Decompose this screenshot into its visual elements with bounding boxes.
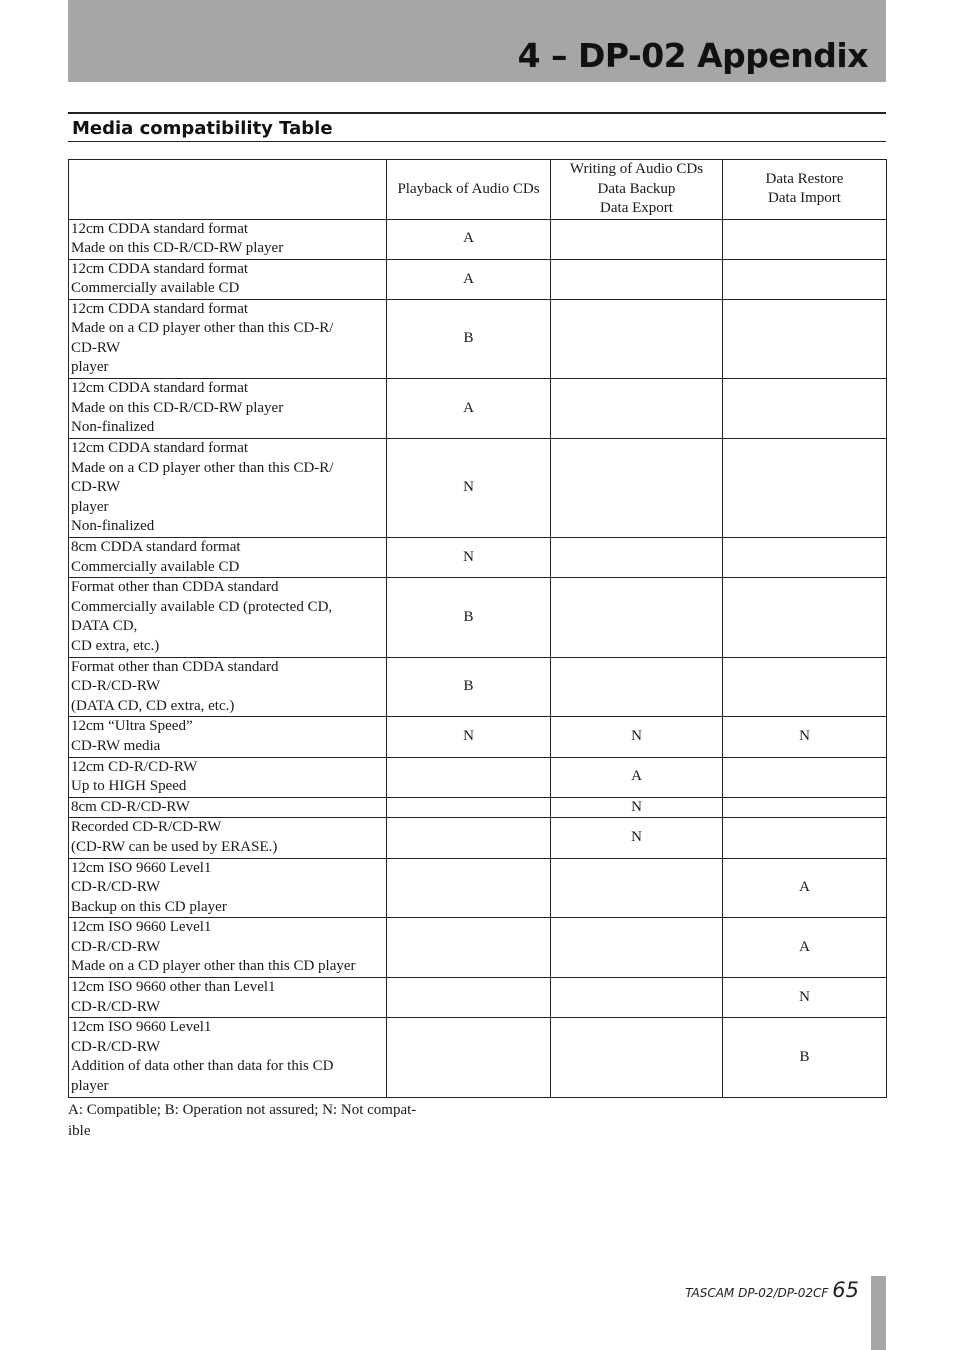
table-row [69, 757, 887, 797]
table-row [69, 918, 887, 978]
media-type-line: 12cm ISO 9660 Level1 [71, 859, 212, 876]
media-type-cell [69, 578, 387, 657]
compatibility-value-cell [551, 379, 723, 439]
legend-line: A: Compatible; B: Operation not assured; N: Not compat- [68, 1102, 417, 1118]
compatibility-value-cell [723, 797, 887, 818]
media-type-line: 12cm CD-R/CD-RW [71, 758, 198, 775]
media-type-line: CD-RW media [71, 737, 161, 754]
table-row [69, 978, 887, 1018]
table-row [69, 797, 887, 818]
compatibility-value-cell: A [387, 259, 551, 299]
column-header-line: Data Restore [765, 170, 844, 187]
media-type-cell [69, 299, 387, 378]
media-type-line: player [71, 359, 109, 376]
media-type-line: Made on this CD-R/CD-RW player [71, 240, 284, 256]
compatibility-value-cell: A [723, 858, 887, 918]
compatibility-value-cell [723, 818, 887, 858]
table-row [69, 657, 887, 717]
media-type-line: 12cm ISO 9660 other than Level1 [71, 979, 276, 996]
media-type-line: Format other than CDDA standard [71, 579, 279, 596]
column-header [387, 160, 551, 220]
compatibility-value-cell [723, 439, 887, 538]
table-row [69, 858, 887, 918]
media-type-cell [69, 1018, 387, 1097]
media-type-line: Non-finalized [71, 419, 155, 436]
compatibility-value-cell: A [723, 918, 887, 978]
compatibility-value-cell: B [387, 578, 551, 657]
compatibility-value-cell [551, 259, 723, 299]
media-type-line: 12cm “Ultra Speed” [71, 718, 193, 735]
table-row [69, 219, 887, 259]
compatibility-value-cell [551, 1018, 723, 1097]
compatibility-value-cell [551, 439, 723, 538]
column-header-line: Writing of Audio CDs [569, 161, 704, 177]
media-type-line: 12cm CDDA standard format [71, 380, 249, 397]
media-type-line: Commercially available CD (protected CD, [71, 598, 333, 615]
column-header-line: Data Import [768, 190, 841, 207]
table-row [69, 1018, 887, 1097]
media-type-line: CD extra, etc.) [71, 637, 160, 654]
media-type-line: Addition of data other than data for this CD [71, 1058, 334, 1075]
media-type-cell [69, 219, 387, 259]
column-header-line: Playback of Audio CDs [397, 180, 540, 197]
media-compatibility-table [68, 159, 887, 1098]
compatibility-value-cell: A [387, 219, 551, 259]
table-row [69, 299, 887, 378]
compatibility-value-cell [723, 259, 887, 299]
legend-line: ible [68, 1123, 91, 1139]
page-edge-tab [871, 1276, 886, 1350]
compatibility-value-cell [387, 858, 551, 918]
page-footer [685, 1278, 859, 1302]
column-header-line: Data Export [600, 200, 673, 216]
table-row [69, 379, 887, 439]
compatibility-value-cell [723, 299, 887, 378]
footer-product-name: TASCAM DP-02/DP-02CF [685, 1286, 829, 1300]
table-legend [68, 1100, 458, 1142]
media-type-cell [69, 797, 387, 818]
media-type-line: CD-R/CD-RW [71, 879, 161, 896]
compatibility-value-cell [551, 578, 723, 657]
media-type-line: Up to HIGH Speed [71, 778, 187, 795]
media-type-line: 12cm ISO 9660 Level1 [71, 1019, 212, 1036]
media-type-line: 8cm CD-R/CD-RW [71, 798, 190, 815]
compatibility-value-cell: N [387, 538, 551, 578]
compatibility-value-cell: A [551, 757, 723, 797]
media-type-line: 8cm CDDA standard format [71, 539, 241, 556]
media-type-line: 12cm CDDA standard format [71, 260, 249, 277]
section-heading [68, 112, 886, 142]
media-type-cell [69, 818, 387, 858]
media-type-line: Recorded CD-R/CD-RW [71, 819, 222, 836]
media-type-line: 12cm CDDA standard format [71, 220, 249, 237]
media-type-line: Backup on this CD player [71, 898, 227, 915]
compatibility-value-cell [723, 757, 887, 797]
compatibility-value-cell: A [387, 379, 551, 439]
media-type-line: CD-R/CD-RW [71, 678, 161, 695]
media-type-cell [69, 717, 387, 757]
media-type-line: Made on a CD player other than this CD player [71, 958, 356, 975]
column-header [723, 160, 887, 220]
compatibility-value-cell: B [723, 1018, 887, 1097]
column-header-line: Data Backup [597, 180, 676, 197]
table-row [69, 578, 887, 657]
media-type-line: Made on a CD player other than this CD-R/ [71, 320, 334, 337]
compatibility-value-cell: N [723, 978, 887, 1018]
compatibility-value-cell [387, 818, 551, 858]
media-type-cell [69, 259, 387, 299]
media-type-cell [69, 757, 387, 797]
compatibility-value-cell [551, 299, 723, 378]
media-type-line: 12cm CDDA standard format [71, 440, 249, 457]
compatibility-value-cell [723, 578, 887, 657]
compatibility-value-cell [551, 918, 723, 978]
compatibility-value-cell [551, 978, 723, 1018]
chapter-header-bar [68, 0, 886, 82]
media-type-line: CD-R/CD-RW [71, 1038, 161, 1055]
table-row [69, 538, 887, 578]
compatibility-value-cell: N [551, 717, 723, 757]
media-type-line: CD-R/CD-RW [71, 938, 161, 955]
chapter-title: 4 – DP-02 Appendix [517, 36, 868, 75]
media-type-line: Format other than CDDA standard [71, 658, 279, 675]
column-header [69, 160, 387, 220]
media-type-line: CD-RW [71, 479, 121, 496]
compatibility-value-cell [723, 219, 887, 259]
table-body [69, 219, 887, 1097]
table-row [69, 259, 887, 299]
compatibility-value-cell [387, 918, 551, 978]
compatibility-value-cell [387, 978, 551, 1018]
media-type-line: (CD-RW can be used by ERASE.) [71, 838, 278, 855]
media-type-line: player [71, 498, 109, 515]
compatibility-value-cell [387, 1018, 551, 1097]
compatibility-value-cell: N [387, 439, 551, 538]
table-header-row [69, 160, 887, 220]
compatibility-value-cell [387, 757, 551, 797]
media-type-cell [69, 918, 387, 978]
media-type-line: Made on this CD-R/CD-RW player [71, 399, 284, 416]
compatibility-value-cell [723, 379, 887, 439]
compatibility-value-cell [551, 858, 723, 918]
media-type-line: DATA CD, [71, 618, 138, 635]
compatibility-value-cell: N [387, 717, 551, 757]
media-type-line: 12cm ISO 9660 Level1 [71, 919, 212, 936]
column-header [551, 160, 723, 220]
media-type-line: 12cm CDDA standard format [71, 300, 249, 317]
media-type-cell [69, 858, 387, 918]
table-row [69, 439, 887, 538]
media-type-cell [69, 439, 387, 538]
media-type-cell [69, 978, 387, 1018]
media-type-line: Commercially available CD [71, 558, 240, 575]
media-type-cell [69, 379, 387, 439]
compatibility-value-cell [723, 538, 887, 578]
section-title: Media compatibility Table [72, 118, 333, 139]
media-type-cell [69, 657, 387, 717]
compatibility-value-cell: N [551, 797, 723, 818]
media-type-line: Non-finalized [71, 518, 155, 535]
compatibility-value-cell: B [387, 657, 551, 717]
media-type-line: Made on a CD player other than this CD-R/ [71, 459, 334, 476]
compatibility-value-cell [551, 538, 723, 578]
compatibility-value-cell: B [387, 299, 551, 378]
media-type-line: CD-RW [71, 339, 121, 356]
table-row [69, 717, 887, 757]
compatibility-value-cell: N [723, 717, 887, 757]
compatibility-value-cell: N [551, 818, 723, 858]
media-type-line: CD-R/CD-RW [71, 998, 161, 1015]
media-type-cell [69, 538, 387, 578]
table-row [69, 818, 887, 858]
compatibility-value-cell [387, 797, 551, 818]
media-type-line: (DATA CD, CD extra, etc.) [71, 697, 235, 714]
page-number: 65 [832, 1278, 859, 1302]
compatibility-value-cell [551, 657, 723, 717]
compatibility-value-cell [723, 657, 887, 717]
media-type-line: Commercially available CD [71, 280, 240, 297]
compatibility-value-cell [551, 219, 723, 259]
media-type-line: player [71, 1077, 109, 1094]
